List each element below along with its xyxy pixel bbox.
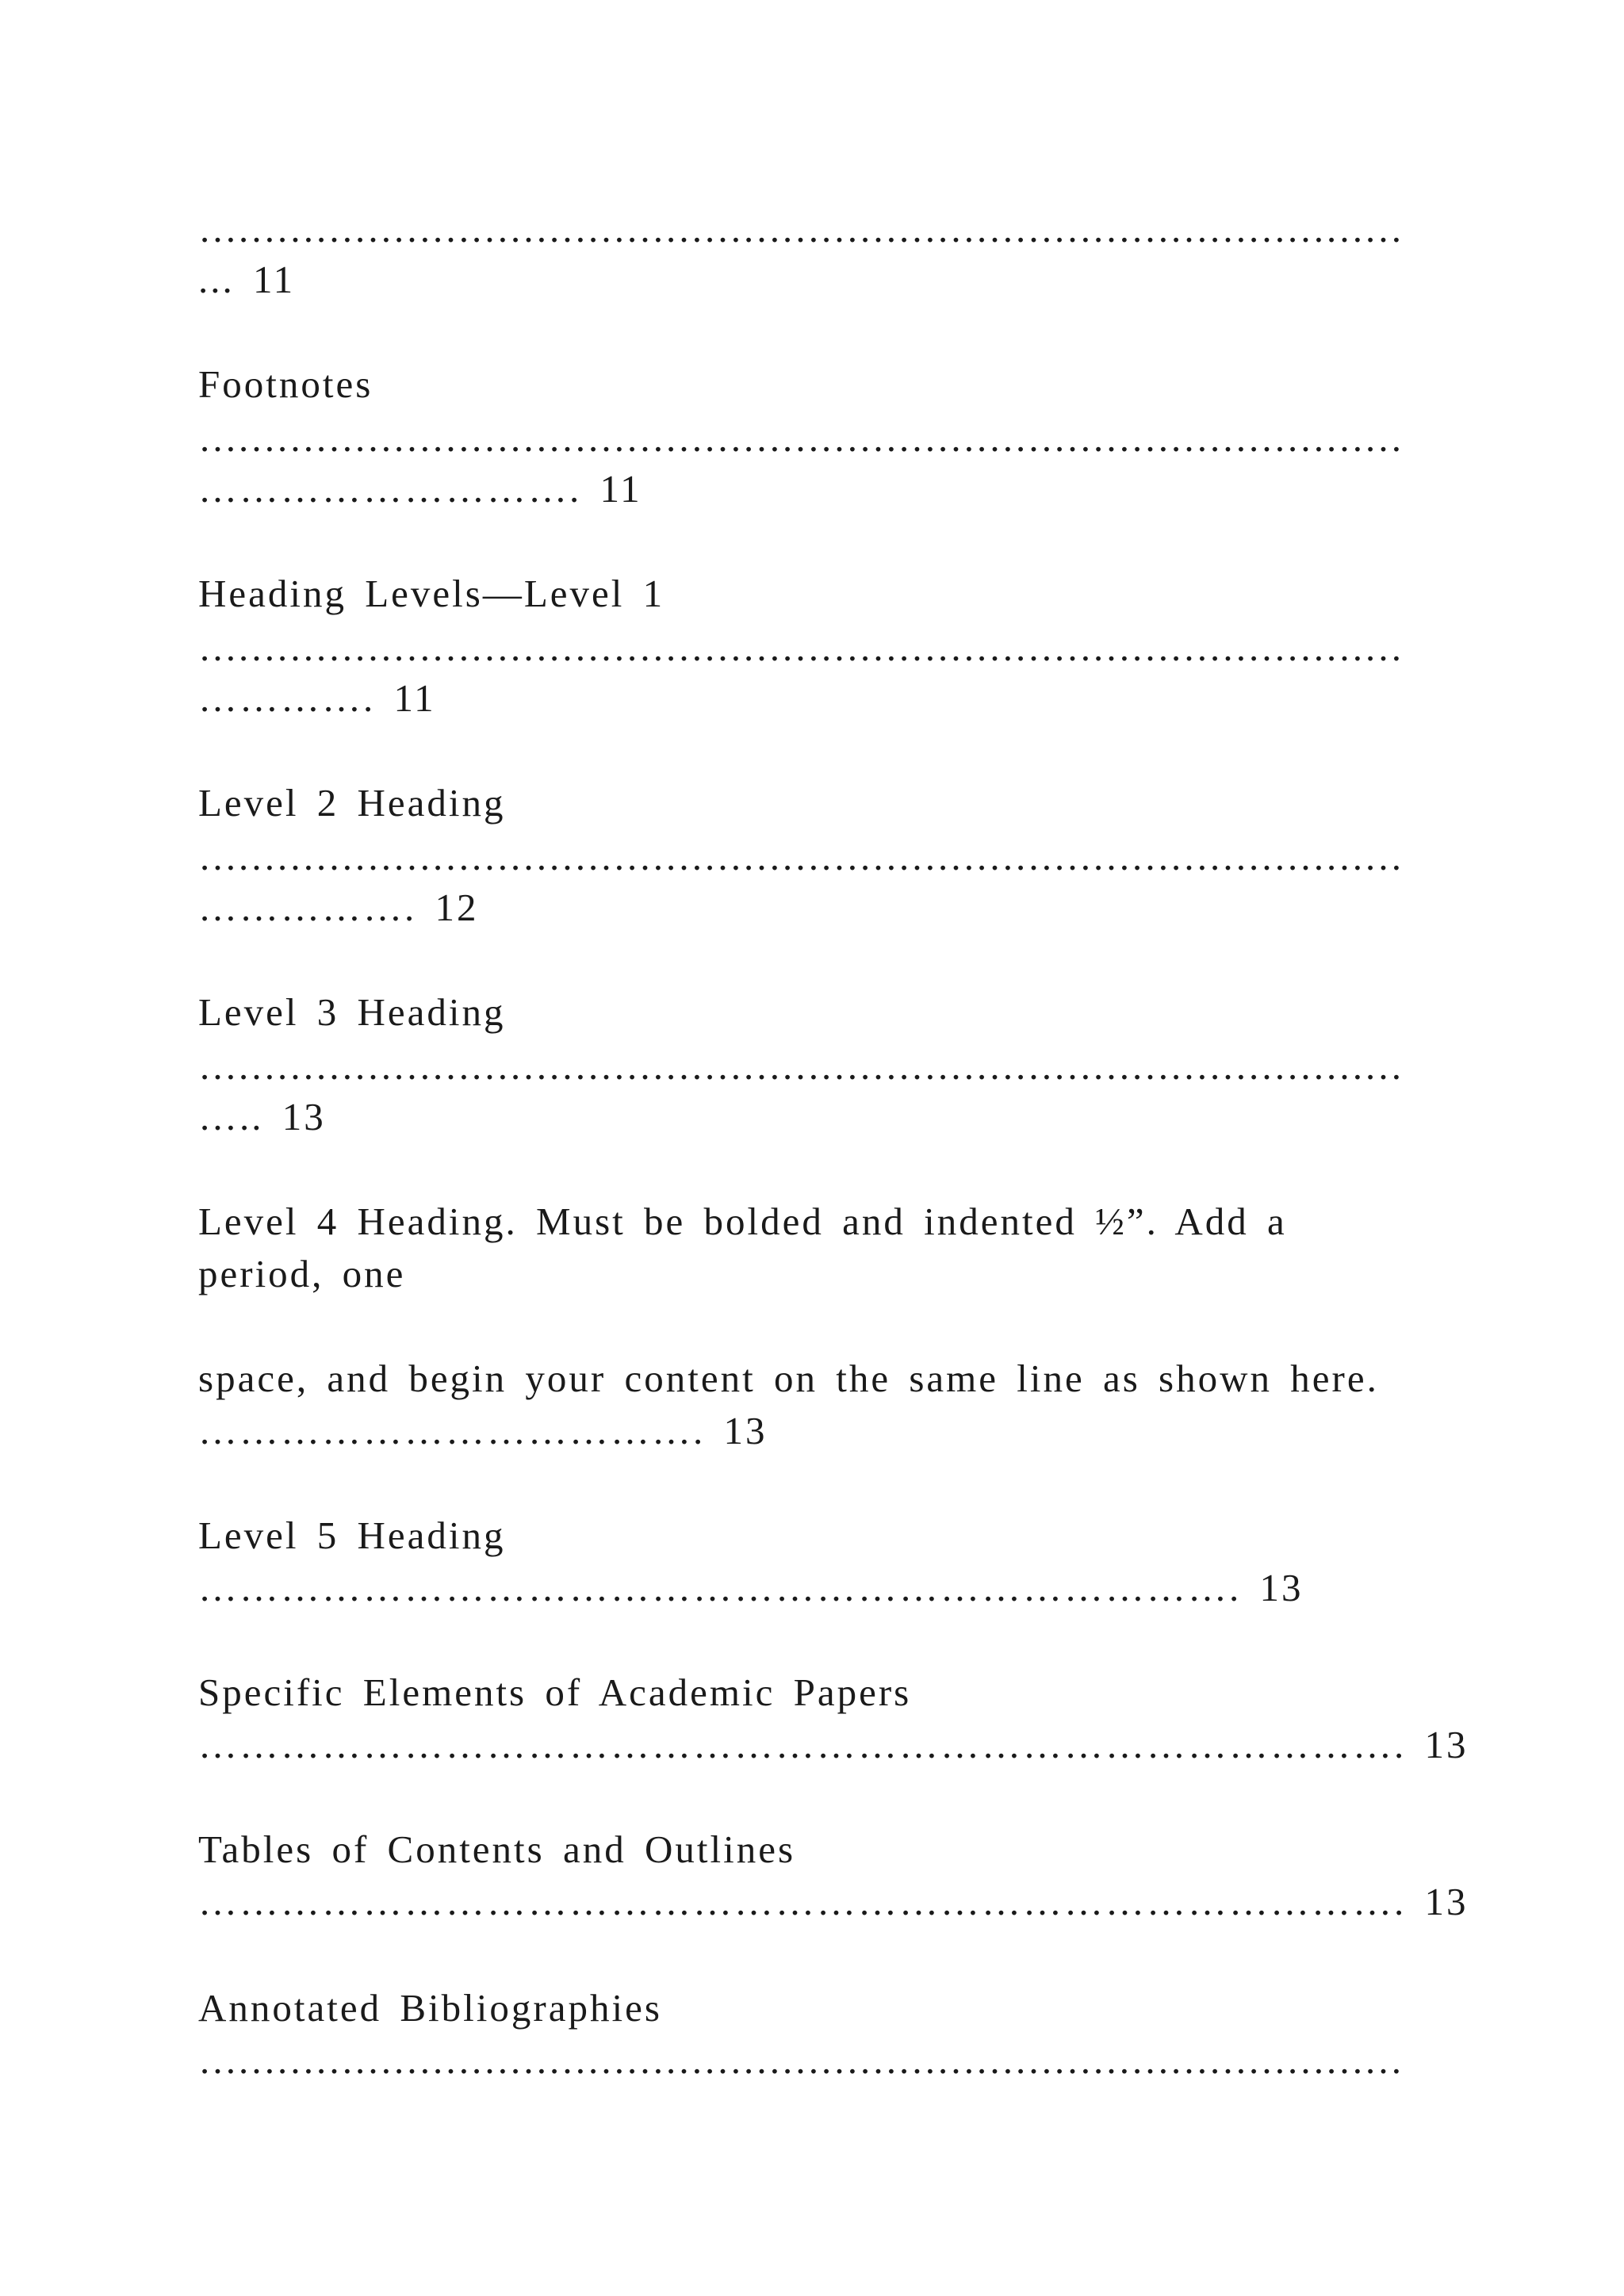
toc-page-number-line: ……………………………………………………………………………. 13: [198, 1723, 1469, 1766]
toc-page-number-line: ….. 13: [198, 1095, 326, 1138]
toc-entry-title: Level 3 Heading: [198, 990, 506, 1034]
toc-leader-line: …………………………………………………………………………………: [198, 416, 1403, 460]
toc-entry-title: Heading Levels—Level 1: [198, 572, 665, 615]
toc-entry-title: Level 2 Heading: [198, 781, 506, 825]
toc-entry-title: Level 5 Heading: [198, 1513, 506, 1557]
toc-page-number-line: ……………………………………………………………………………. 13: [198, 1880, 1469, 1923]
toc-entry-continuation: period, one: [198, 1252, 406, 1295]
toc-page-number-line: …………. 11: [198, 676, 436, 720]
toc-entry-title: Specific Elements of Academic Papers: [198, 1670, 912, 1714]
toc-page-number-line: ... 11: [198, 258, 296, 301]
toc-page-number-line: ………………………………. 13: [198, 1409, 768, 1452]
toc-page-number-line: ………………………. 11: [198, 467, 642, 511]
toc-entry-continuation: space, and begin your content on the same line as shown here.: [198, 1357, 1379, 1400]
toc-leader-line: …………………………………………………………………………………: [198, 207, 1403, 251]
toc-entry-title: Footnotes: [198, 362, 373, 406]
toc-page-number-line: …………………………………………………………………. 13: [198, 1566, 1304, 1609]
toc-page-number-line: ……………. 12: [198, 886, 479, 929]
toc-leader-line: …………………………………………………………………………………: [198, 1044, 1403, 1088]
toc-entry-title: Level 4 Heading. Must be bolded and indented ½”. Add a: [198, 1200, 1287, 1243]
toc-leader-line: …………………………………………………………………………………: [198, 2038, 1403, 2082]
toc-leader-line: …………………………………………………………………………………: [198, 835, 1403, 878]
toc-entry-title: Annotated Bibliographies: [198, 1986, 662, 2030]
toc-entry-title: Tables of Contents and Outlines: [198, 1827, 796, 1871]
toc-leader-line: …………………………………………………………………………………: [198, 626, 1403, 669]
